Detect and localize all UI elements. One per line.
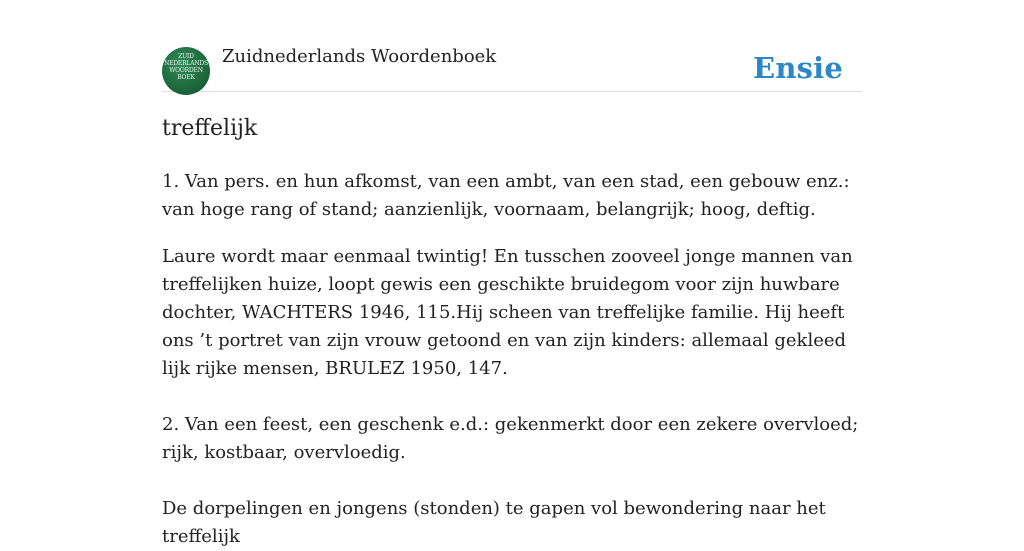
logo-line: WOORDEN	[169, 67, 203, 74]
sense-example: De dorpelingen en jongens (stonden) te gapen vol bewondering naar het treffelijk	[162, 498, 826, 547]
logo-line: NEDERLANDS	[164, 60, 208, 67]
logo-wordmark	[162, 53, 210, 81]
brand-logo-link[interactable]: Ensie	[753, 51, 843, 85]
sense-definition: 1. Van pers. en hun afkomst, van een ambt, van een stad, een gebouw enz.: van hoge rang of stand; aanzienlijk, voornaam, belangrijk; hoog, deftig.	[162, 171, 850, 220]
page-title: treffelijk	[162, 116, 258, 141]
entry-content	[162, 168, 862, 551]
sense-definition: 2. Van een feest, een geschenk e.d.: gekenmerkt door een zekere overvloed; rijk, kostbaar, overvloedig.	[162, 414, 859, 463]
dictionary-name-link[interactable]: Zuidnederlands Woordenboek	[222, 46, 497, 67]
logo-line: ZUID	[178, 53, 194, 60]
dictionary-logo[interactable]	[162, 47, 210, 95]
logo-line: BOEK	[177, 74, 195, 81]
site-header	[162, 44, 862, 92]
sense-example: Laure wordt maar eenmaal twintig! En tusschen zooveel jonge mannen van treffelijken huize, loopt gewis een geschikte bruidegom voor zijn huwbare dochter, WACHTERS 1946, 115.Hij scheen van treffelijke familie. Hij heeft ons ’t portret van zijn vrouw getoond en van zijn kinders: allemaal gekleed lijk rijke mensen, BRULEZ 1950, 147.	[162, 246, 853, 379]
